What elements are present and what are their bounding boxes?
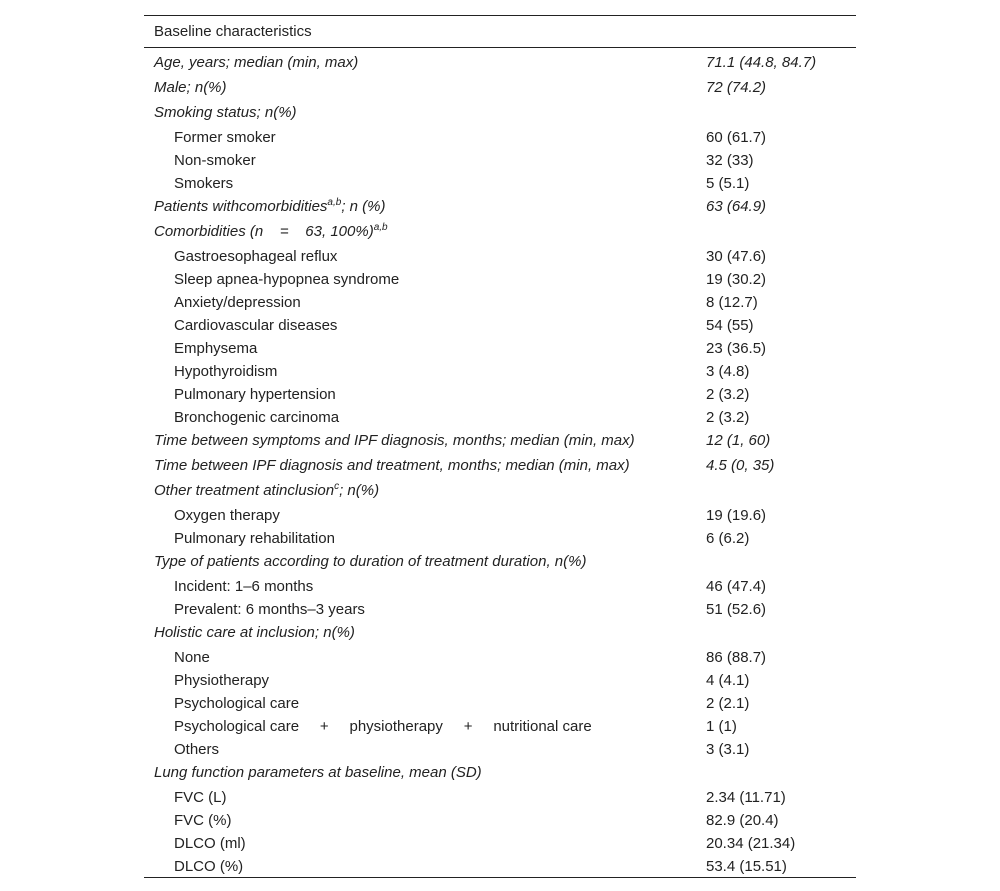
row-value: 30 (47.6)	[706, 248, 767, 265]
table-row	[144, 831, 856, 854]
table-row	[144, 645, 856, 668]
table-row	[144, 244, 856, 267]
row-value: 4.5 (0, 35)	[706, 457, 775, 474]
row-label: Pulmonary hypertension	[174, 386, 336, 403]
table-row	[144, 75, 856, 100]
table-row	[144, 503, 856, 526]
row-value: 19 (30.2)	[706, 271, 767, 288]
table-row	[144, 691, 856, 714]
table-row	[144, 714, 856, 737]
table-row	[144, 359, 856, 382]
table-row	[144, 382, 856, 405]
table-row	[144, 549, 856, 574]
footnote-marker: c	[334, 481, 340, 492]
table-row	[144, 478, 856, 503]
row-label: None	[174, 649, 210, 666]
table-row	[144, 668, 856, 691]
row-label: Others	[174, 741, 220, 758]
table-row	[144, 171, 856, 194]
row-value: 71.1 (44.8, 84.7)	[706, 54, 817, 71]
table-row	[144, 125, 856, 148]
row-value: 82.9 (20.4)	[706, 812, 779, 829]
row-label: Smokers	[174, 175, 234, 192]
row-value: 2 (3.2)	[706, 409, 750, 426]
row-label: Cardiovascular diseases	[174, 317, 338, 334]
row-label: Male; n(%)	[154, 79, 227, 96]
table-row	[144, 100, 856, 125]
row-label: Oxygen therapy	[174, 507, 280, 524]
row-label: Psychological care	[174, 695, 300, 712]
table-row	[144, 313, 856, 336]
table-row	[144, 574, 856, 597]
row-value: 2 (3.2)	[706, 386, 750, 403]
row-value: 2 (2.1)	[706, 695, 750, 712]
row-value: 23 (36.5)	[706, 340, 767, 357]
row-label: Gastroesophageal reflux	[174, 248, 338, 265]
row-label: FVC (%)	[174, 812, 232, 829]
row-label: Physiotherapy	[174, 672, 270, 689]
table-row	[144, 597, 856, 620]
table-row	[144, 854, 856, 877]
table-row	[144, 453, 856, 478]
row-label: Smoking status; n(%)	[154, 104, 297, 121]
row-label: Bronchogenic carcinoma	[174, 409, 340, 426]
row-value: 72 (74.2)	[706, 79, 767, 96]
row-value: 46 (47.4)	[706, 578, 767, 595]
row-label: Holistic care at inclusion; n(%)	[154, 624, 355, 641]
row-label: Emphysema	[174, 340, 258, 357]
header-label: Baseline characteristics	[154, 23, 312, 40]
table-row	[144, 760, 856, 785]
row-label: Anxiety/depression	[174, 294, 301, 311]
footnote-marker: a,b	[373, 222, 388, 233]
row-label: Lung function parameters at baseline, mean (SD)	[154, 764, 482, 781]
row-label: Time between IPF diagnosis and treatment, months; median (min, max)	[154, 457, 630, 474]
row-label: Patients withcomorbidities$^{a,b}$; n (%)	[154, 197, 386, 215]
row-label: FVC (L)	[174, 789, 227, 806]
table-header	[144, 16, 856, 48]
row-label: DLCO (%)	[174, 858, 244, 875]
row-label: Hypothyroidism	[174, 363, 278, 380]
table-row	[144, 219, 856, 244]
table-row	[144, 148, 856, 171]
row-value: 32 (33)	[706, 152, 754, 169]
row-value: 63 (64.9)	[706, 198, 767, 215]
row-label: Prevalent: 6 months–3 years	[174, 601, 365, 618]
table-row	[144, 267, 856, 290]
row-value: 3 (3.1)	[706, 741, 750, 758]
row-value: 1 (1)	[706, 718, 737, 735]
footnote-marker: a,b	[327, 197, 342, 208]
table-row	[144, 737, 856, 760]
row-label: Psychological care + physiotherapy + nutritional care	[174, 718, 592, 735]
row-value: 8 (12.7)	[706, 294, 758, 311]
row-value: 12 (1, 60)	[706, 432, 771, 449]
row-label: Type of patients according to duration of treatment duration, n(%)	[154, 553, 587, 570]
row-value: 60 (61.7)	[706, 129, 767, 146]
table-row	[144, 620, 856, 645]
table-row	[144, 336, 856, 359]
row-value: 2.34 (11.71)	[706, 789, 786, 806]
row-value: 86 (88.7)	[706, 649, 767, 666]
row-value: 4 (4.1)	[706, 672, 750, 689]
row-value: 53.4 (15.51)	[706, 858, 787, 875]
table-row	[144, 290, 856, 313]
row-label: Former smoker	[174, 129, 276, 146]
row-value: 20.34 (21.34)	[706, 835, 796, 852]
row-label: Sleep apnea-hypopnea syndrome	[174, 271, 400, 288]
row-label: Age, years; median (min, max)	[154, 54, 359, 71]
table-row	[144, 50, 856, 75]
row-value: 54 (55)	[706, 317, 754, 334]
row-label: Incident: 1–6 months	[174, 578, 314, 595]
row-label: Other treatment atinclusion$^c$; n(%)	[154, 481, 380, 499]
row-value: 19 (19.6)	[706, 507, 767, 524]
row-label: Time between symptoms and IPF diagnosis, months; median (min, max)	[154, 432, 635, 449]
row-value: 5 (5.1)	[706, 175, 750, 192]
table-row	[144, 405, 856, 428]
row-label: Comorbidities (n = 63, 100%)$^{a,b}$	[154, 222, 388, 240]
table-row	[144, 428, 856, 453]
row-value: 3 (4.8)	[706, 363, 750, 380]
row-value: 51 (52.6)	[706, 601, 767, 618]
table-row	[144, 194, 856, 219]
row-label: Pulmonary rehabilitation	[174, 530, 335, 547]
table-row	[144, 808, 856, 831]
table-row	[144, 526, 856, 549]
baseline-table	[144, 15, 856, 878]
table-body	[144, 50, 856, 877]
row-label: Non-smoker	[174, 152, 256, 169]
row-label: DLCO (ml)	[174, 835, 246, 852]
row-value: 6 (6.2)	[706, 530, 750, 547]
table-row	[144, 785, 856, 808]
